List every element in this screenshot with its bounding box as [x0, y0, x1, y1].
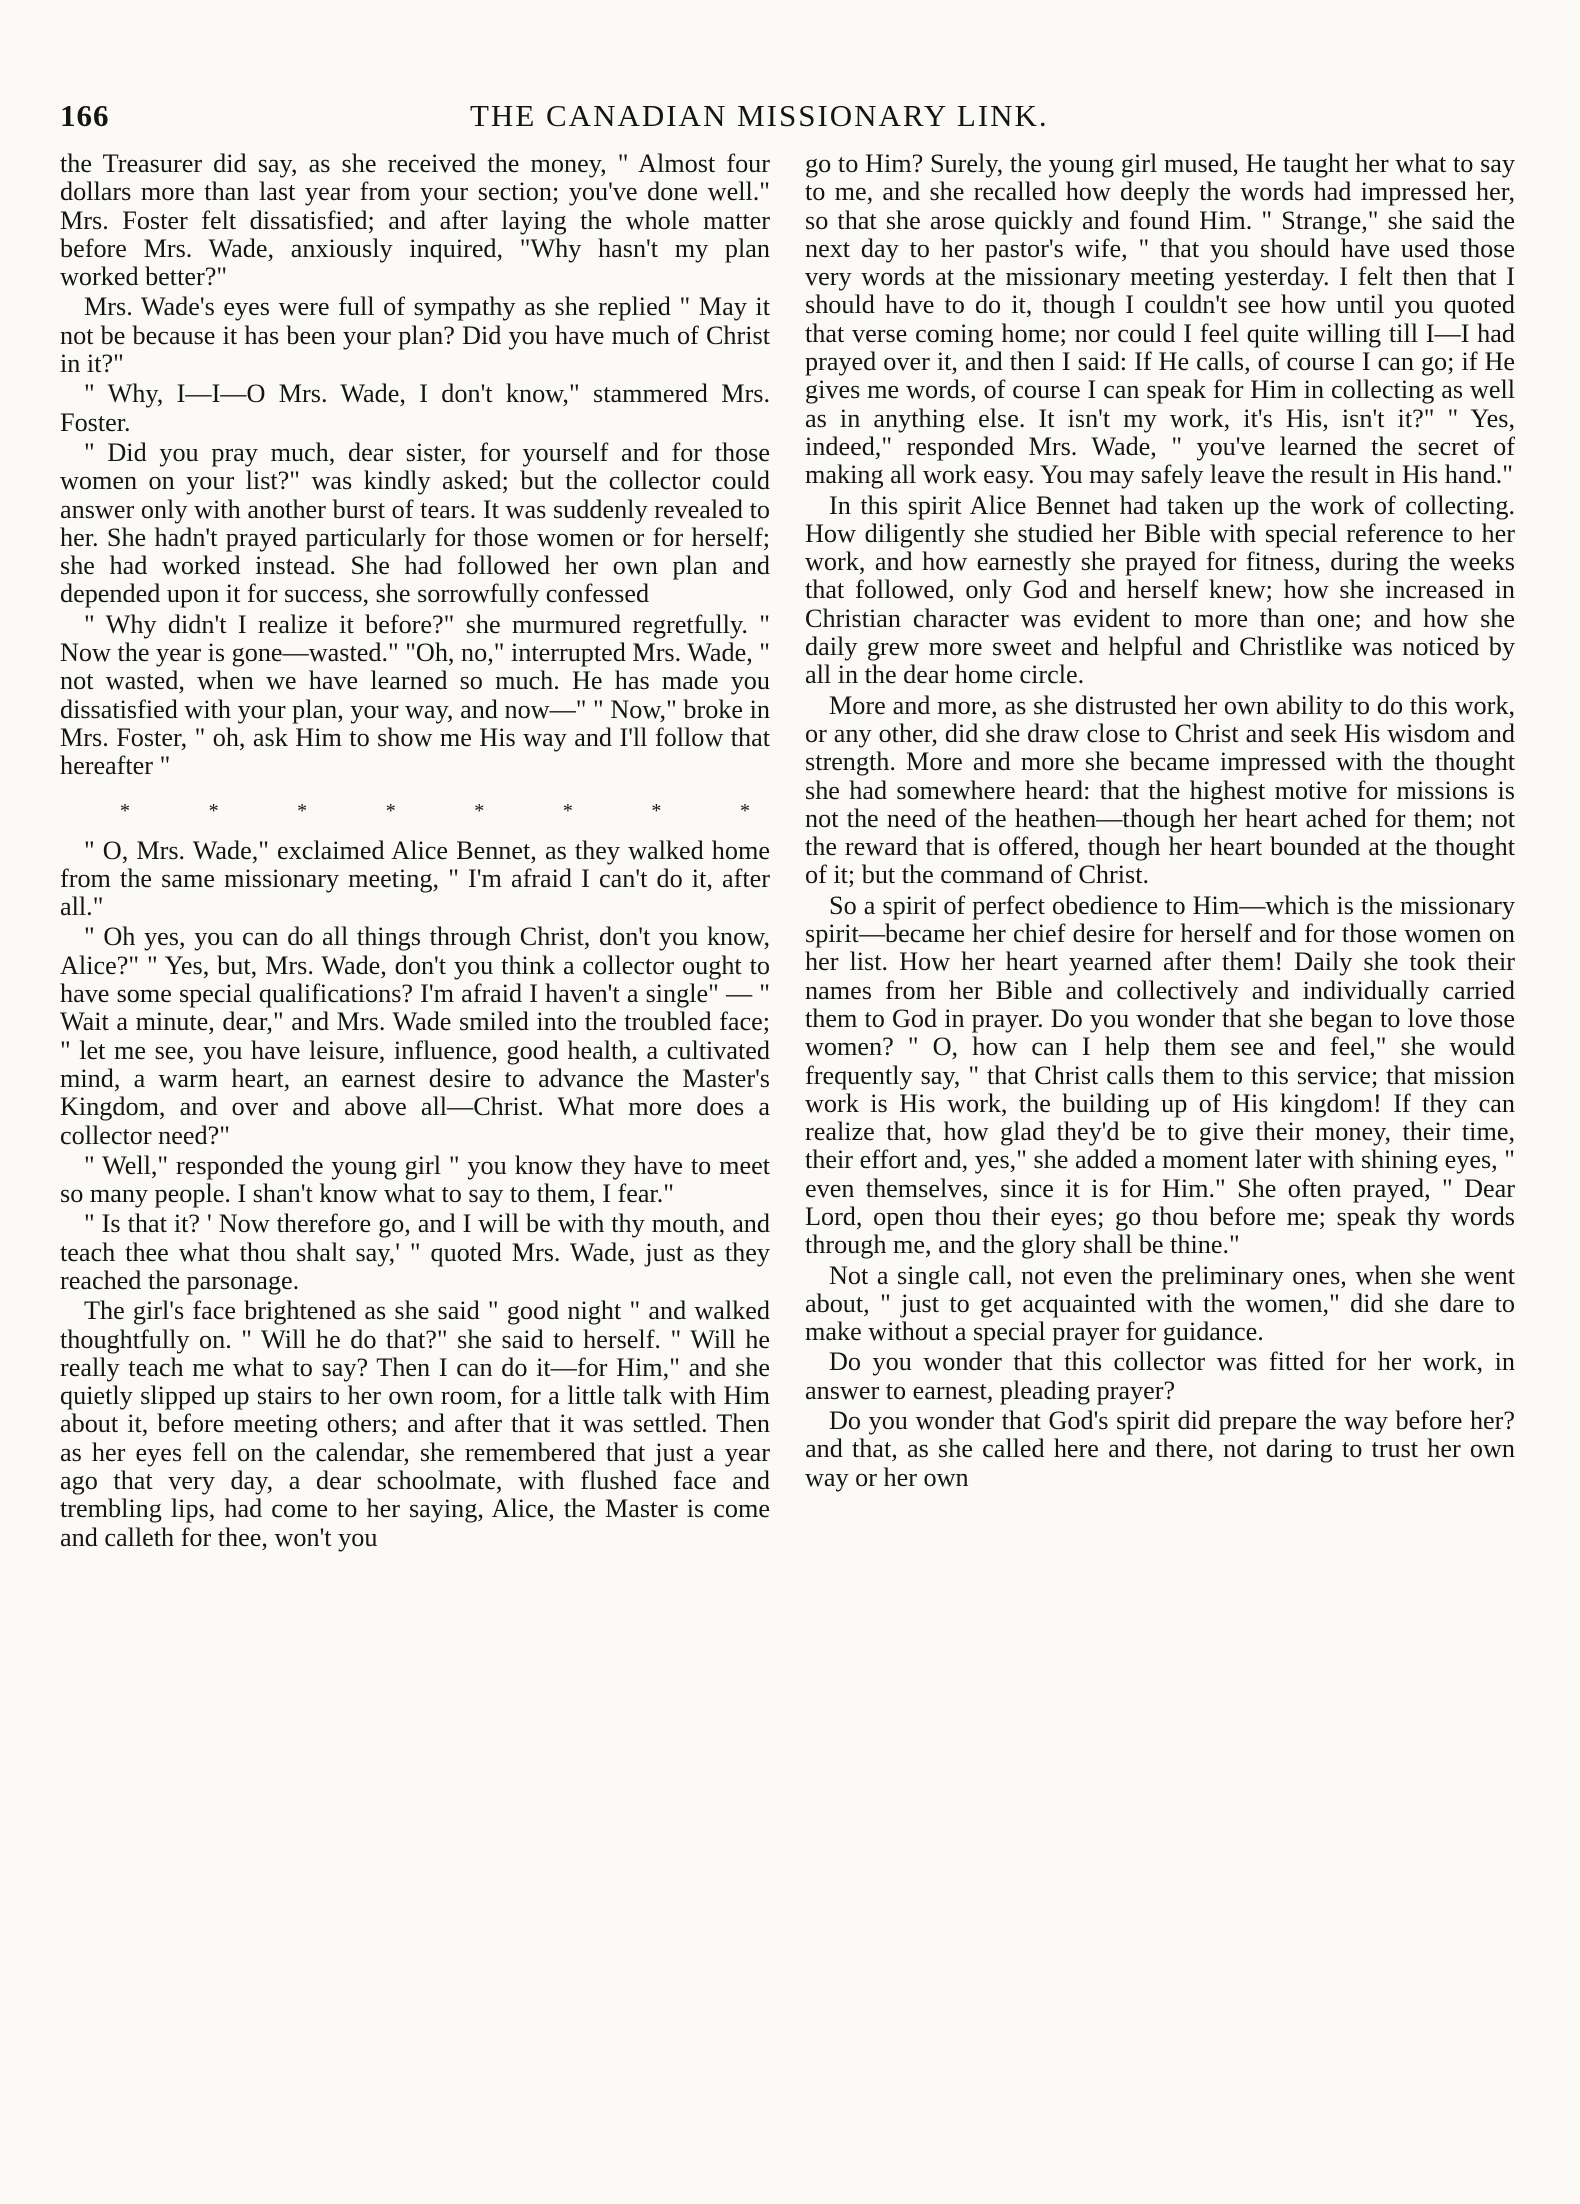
- paragraph: " Did you pray much, dear sister, for yourself and for those women on your list?" was kindly asked; but the collector could answer only with another burst of tears. It was suddenly revealed to her. She hadn't prayed particularly for those women or for herself; she had worked instead. She had followed her own plan and depended upon it for success, she sorrowfully confessed: [60, 437, 770, 609]
- paragraph: go to Him? Surely, the young girl mused, He taught her what to say to me, and she recalled how deeply the words had impressed her, so that she arose quickly and found Him. " Strange," she said the next day to her pastor's wife, " that you should have used those very words at the missionary meeting yesterday. I felt then that I should have to do it, though I couldn't see how until you quoted that verse coming home; nor could I feel quite willing till I—I had prayed over it, and then I said: If He calls, of course I can go; if He gives me words, of course I can speak for Him in collecting as well as in anything else. It isn't my work, it's His, isn't it?" " Yes, indeed," responded Mrs. Wade, " you've learned the secret of making all work easy. You may safely leave the result in His hand.": [805, 150, 1515, 490]
- separator-star: *: [739, 799, 750, 822]
- page-header: [60, 98, 1530, 138]
- paragraph: The girl's face brightened as she said " good night " and walked thoughtfully on. " Will he do that?" she said to herself. " Will he really teach me what to say? Then I can do it—for Him," and she quietly slipped up stairs to her own room, for a little talk with Him about it, before meeting others; and after that it was settled. Then as her eyes fell on the calendar, she remembered that just a year ago that very day, a dear schoolmate, with flushed face and trembling lips, had come to her saying, Alice, the Master is come and calleth for thee, won't you: [60, 1296, 770, 1552]
- paragraph: Not a single call, not even the preliminary ones, when she went about, " just to get acquainted with the women," did she dare to make without a special prayer for guidance.: [805, 1260, 1515, 1347]
- paragraph: " Why, I—I—O Mrs. Wade, I don't know," stammered Mrs. Foster.: [60, 379, 770, 437]
- paragraph: In this spirit Alice Bennet had taken up the work of collecting. How diligently she studied her Bible with special reference to her work, and how earnestly she prayed for fitness, during the weeks that followed, only God and herself knew; how she increased in Christian character was evident to more than one; and how she daily grew more sweet and helpful and Christlike was noticed by all in the dear home circle.: [805, 490, 1515, 690]
- separator-star: *: [208, 799, 219, 822]
- paragraph: the Treasurer did say, as she received the money, " Almost four dollars more than last year from your section; you've done well." Mrs. Foster felt dissatisfied; and after laying the whole matter before Mrs. Wade, anxiously inquired, "Why hasn't my plan worked better?": [60, 150, 770, 292]
- separator-star: *: [297, 799, 308, 822]
- left-column: [60, 150, 770, 2160]
- paragraph: " Is that it? ' Now therefore go, and I will be with thy mouth, and teach thee what thou shalt say,' " quoted Mrs. Wade, just as they reached the parsonage.: [60, 1209, 770, 1295]
- paragraph: " Well," responded the young girl " you know they have to meet so many people. I shan't know what to say to them, I fear.": [60, 1150, 770, 1209]
- separator-star: *: [474, 799, 485, 822]
- paragraph: " O, Mrs. Wade," exclaimed Alice Bennet, as they walked home from the same missionary meeting, " I'm afraid I can't do it, after all.": [60, 835, 770, 922]
- page-title: THE CANADIAN MISSIONARY LINK.: [470, 98, 1049, 133]
- paragraph: " Oh yes, you can do all things through Christ, don't you know, Alice?" " Yes, but, Mrs. Wade, don't you think a collector ought to have some special qualifications? I'm afraid I haven't a single" — " Wait a minute, dear," and Mrs. Wade smiled into the troubled face; " let me see, you have leisure, influence, good health, a cultivated mind, a warm heart, an earnest desire to advance the Master's Kingdom, and over and above all—Christ. What more does a collector need?": [60, 922, 770, 1150]
- page-number: 166: [60, 98, 110, 133]
- section-separator: [60, 783, 770, 837]
- paragraph: More and more, as she distrusted her own ability to do this work, or any other, did she draw close to Christ and seek His wisdom and strength. More and more she became impressed with the thought she had somewhere heard: that the highest motive for missions is not the need of the heathen—though her heart ached for them; not the reward that is offered, though her heart bounded at the thought of it; but the command of Christ.: [805, 690, 1515, 890]
- paragraph: Do you wonder that this collector was fitted for her work, in answer to earnest, pleading prayer?: [805, 1347, 1515, 1405]
- separator-star: *: [385, 799, 396, 822]
- separator-star: *: [651, 799, 662, 822]
- separator-star: *: [562, 799, 573, 822]
- paragraph: Do you wonder that God's spirit did prepare the way before her? and that, as she called here and there, not daring to trust her own way or her own: [805, 1406, 1515, 1492]
- separator-star: *: [120, 799, 130, 822]
- right-column: [805, 150, 1515, 2160]
- paragraph: " Why didn't I realize it before?" she murmured regretfully. " Now the year is gone—wasted." "Oh, no," interrupted Mrs. Wade, " not wasted, when we have learned so much. He has made you dissatisfied with your plan, your way, and now—" " Now," broke in Mrs. Foster, " oh, ask Him to show me His way and I'll follow that hereafter ": [60, 609, 770, 781]
- paragraph: Mrs. Wade's eyes were full of sympathy as she replied " May it not be because it has been your plan? Did you have much of Christ in it?": [60, 292, 770, 379]
- paragraph: So a spirit of perfect obedience to Him—which is the missionary spirit—became her chief desire for herself and for those women on her list. How her heart yearned after them! Daily she took their names from her Bible and collectively and individually carried them to God in prayer. Do you wonder that she began to love those women? " O, how can I help them see and feel," she would frequently say, " that Christ calls them to this service; that mission work is His work, the building up of His kingdom! If they can realize that, how glad they'd be to give their money, their time, their effort and, yes," she added a moment later with shining eyes, " even themselves, since it is for Him." She often prayed, " Dear Lord, open thou their eyes; go thou before me; speak thy words through me, and the glory shall be thine.": [805, 890, 1515, 1260]
